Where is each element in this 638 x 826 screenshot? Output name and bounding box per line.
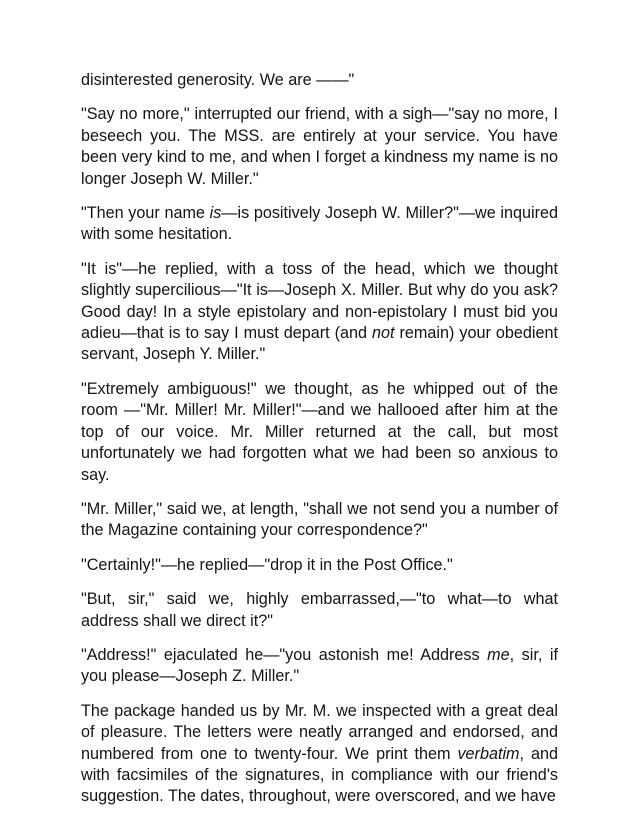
paragraph: [81, 259, 558, 366]
text-segment: , sir, if you please—Joseph Z. Miller.": [81, 645, 558, 686]
paragraph: [81, 70, 558, 91]
text-segment: "Mr. Miller," said we, at length, "shall we not send you a number of the Magazine containing your correspondence?": [81, 499, 558, 540]
text-segment: disinterested generosity. We are ——": [81, 71, 355, 89]
text-segment: "It is"—he replied, with a toss of the head, which we thought slightly supercilious—"It is—Joseph X. Miller. But why do you ask? Good day! In a style epistolary and non-epistolary I must bid you adieu—that is to say I must depart (and: [81, 259, 558, 343]
paragraph: [81, 645, 558, 688]
text-segment: —is positively Joseph W. Miller?"—we inquired with some hesitation.: [81, 204, 558, 244]
text-segment: "Extremely ambiguous!" we thought, as he whipped out of the room —"Mr. Miller! Mr. Miller!"—and we hallooed after him at the top of our voice. Mr. Miller returned at the call, but most unfortunately we had forgotten what we had been so anxious to say.: [81, 379, 558, 484]
text-segment: , and with facsimiles of the signatures, in compliance with our friend's suggestion. The dates, throughout, were overscored, and we have: [81, 744, 558, 806]
text-segment: "Address!" ejaculated he—"you astonish me! Address: [81, 645, 488, 664]
text-segment: remain) your obedient servant, Joseph Y. Miller.": [81, 324, 559, 364]
paragraph: [81, 104, 558, 190]
document-body: [81, 70, 558, 808]
italic-text-segment: me: [487, 645, 510, 664]
text-segment: "But, sir," said we, highly embarrassed,—"to what—to what address shall we direct it?": [81, 590, 558, 630]
paragraph: [81, 555, 558, 576]
text-segment: "Certainly!"—he replied—"drop it in the Post Office.": [81, 555, 453, 574]
text-segment: The package handed us by Mr. M. we inspected with a great deal of pleasure. The letters were neatly arranged and endorsed, and numbered from one to twenty-four. We print them: [81, 701, 558, 763]
paragraph: [81, 701, 558, 808]
paragraph: [81, 589, 558, 632]
text-segment: "Say no more," interrupted our friend, with a sigh—"say no more, I beseech you. The MSS. are entirely at your service. You have been very kind to me, and when I forget a kindness my name is no longer Joseph W. Miller.": [81, 105, 558, 188]
paragraph: [81, 203, 558, 246]
italic-text-segment: not: [372, 324, 395, 343]
paragraph: [81, 499, 558, 542]
italic-text-segment: verbatim: [457, 744, 520, 763]
text-segment: "Then your name: [81, 204, 210, 223]
italic-text-segment: is: [209, 204, 222, 223]
paragraph: [81, 379, 558, 486]
